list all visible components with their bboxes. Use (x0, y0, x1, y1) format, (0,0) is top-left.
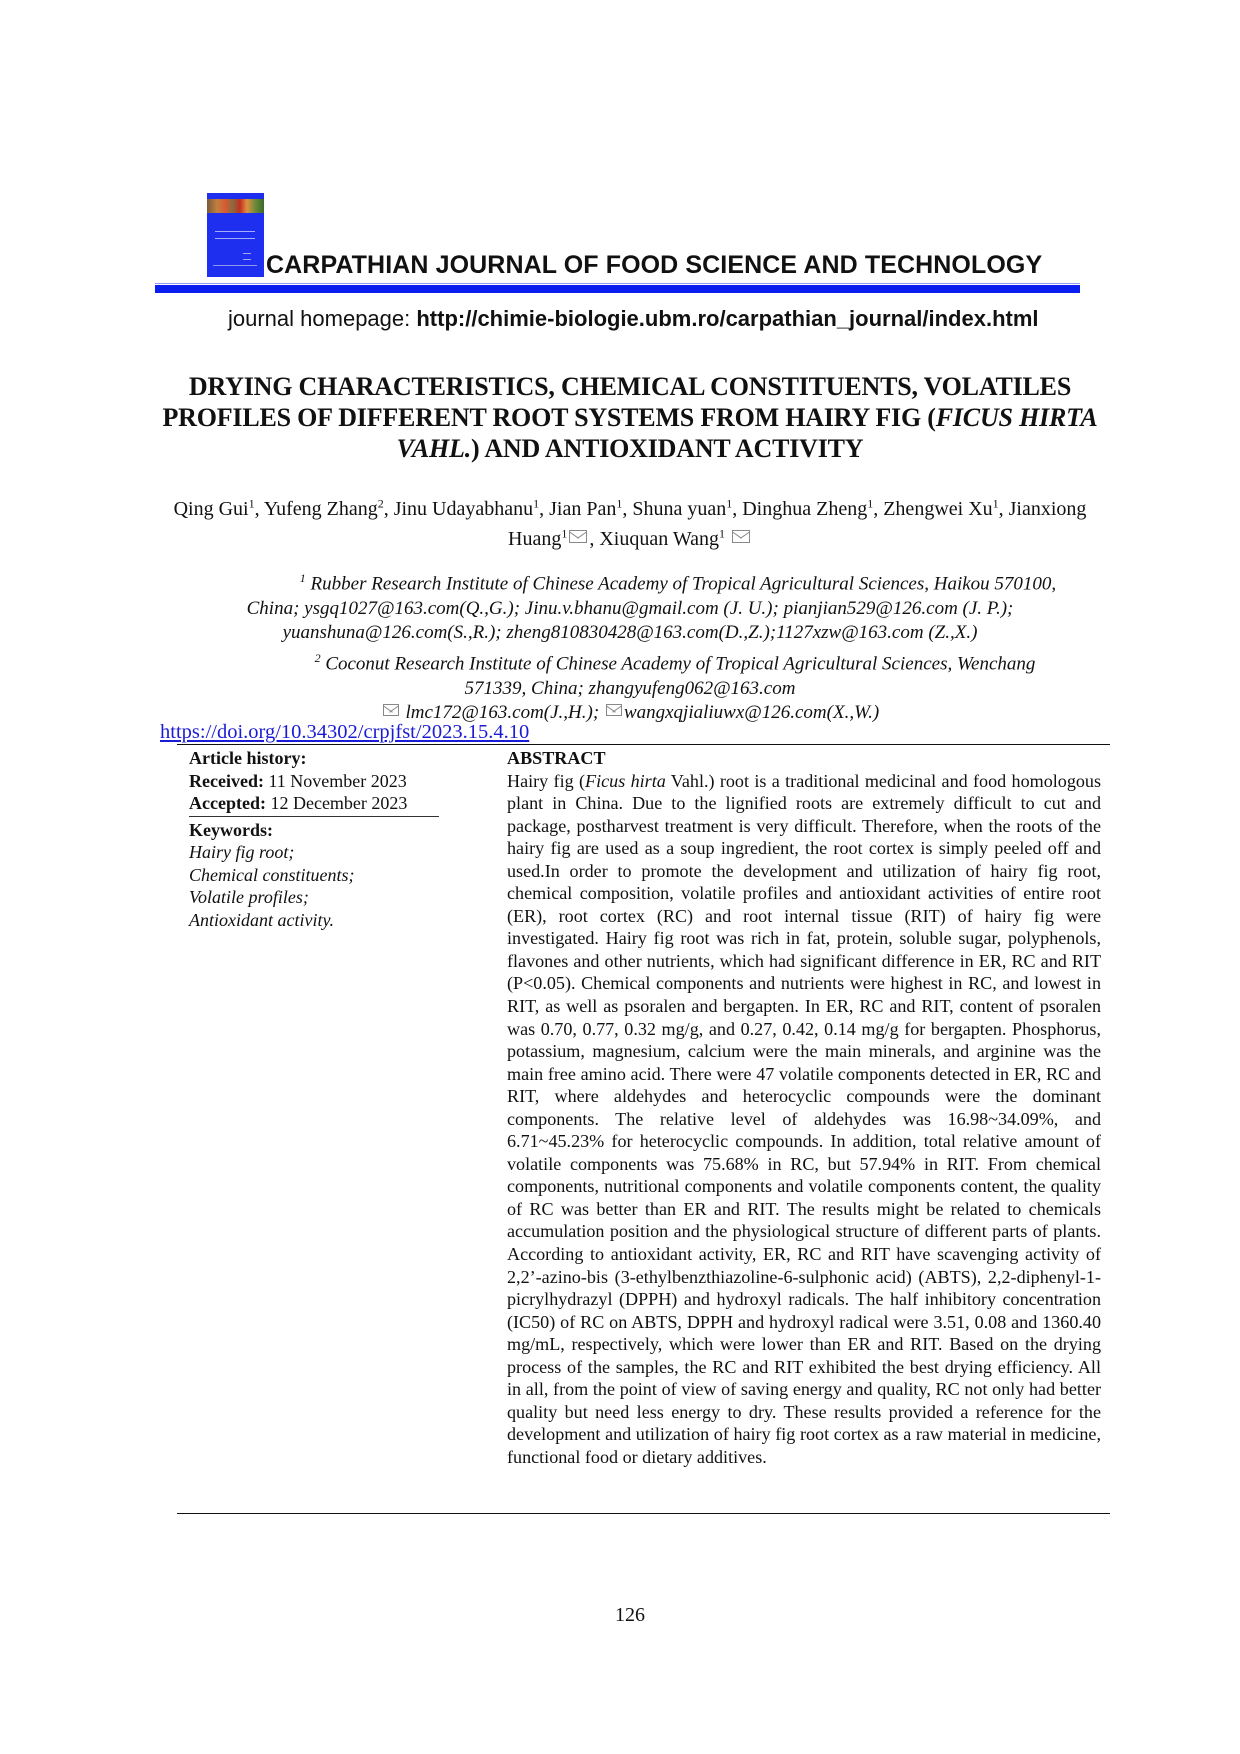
abstract-heading: ABSTRACT (507, 748, 606, 768)
received-date: Received: 11 November 2023 (189, 770, 407, 791)
author: Shuna yuan$^1$, (632, 496, 743, 520)
journal-title: CARPATHIAN JOURNAL OF FOOD SCIENCE AND TECHNOLOGY (266, 251, 1043, 279)
author-list (150, 491, 1110, 552)
page-number: 126 (615, 1604, 645, 1626)
keyword: Chemical constituents; (189, 864, 355, 885)
envelope-icon (569, 530, 587, 543)
doi-link[interactable]: https://doi.org/10.34302/crpjfst/2023.15.4.10 (160, 721, 530, 743)
affiliations (150, 566, 1110, 726)
homepage-label: journal homepage: (228, 306, 417, 331)
section-rule-top (177, 744, 1110, 745)
affiliation-1-emails-cont: yuanshuna@126.com(S.,R.); zheng810830428@163.com(D.,Z.);1127xzw@163.com (Z.,X.) (282, 622, 978, 644)
abstract-section (507, 747, 1101, 1469)
corresponding-email-2: wangxqjialiuwx@126.com(X.,W.) (623, 702, 880, 724)
keyword: Antioxidant activity. (189, 909, 334, 930)
cover-photo-strip (207, 199, 264, 213)
author: Qing Gui$^1$, (173, 496, 264, 520)
envelope-icon (732, 530, 750, 543)
keyword: Hairy fig root; (189, 842, 295, 862)
cover-footer-lines (213, 265, 257, 270)
article-history-label: Article history: (189, 748, 307, 768)
author: Jian Pan$^1$, (549, 496, 633, 520)
keyword: Volatile profiles; (189, 887, 309, 907)
title-part1: DRYING CHARACTERISTICS, CHEMICAL CONSTITUENTS, VOLATILES PROFILES OF DIFFERENT ROOT SYSTEMS FROM HAIRY FIG ( (162, 372, 1072, 432)
corresponding-email-1: lmc172@163.com(J.,H.); (400, 702, 604, 724)
affiliation-1: $^1$ Rubber Research Institute of Chinese Academy of Tropical Agricultural Sciences, Haikou 570100, (299, 571, 1057, 595)
accepted-date: Accepted: 12 December 2023 (189, 793, 408, 813)
journal-homepage (228, 306, 1039, 332)
author: Dinghua Zheng$^1$, (742, 496, 884, 520)
paper-title (150, 371, 1110, 464)
affiliation-2-email: 571339, China; zhangyufeng062@163.com (464, 677, 796, 699)
envelope-icon (606, 704, 622, 716)
envelope-icon (383, 704, 399, 716)
article-info-column (189, 747, 439, 931)
section-rule-bottom (177, 1513, 1110, 1514)
author-corresponding: Jianxiong Huang$^1$ , (508, 497, 1087, 551)
history-divider (189, 816, 439, 817)
author: Jinu Udayabhanu$^1$, (393, 496, 550, 520)
title-species: FICUS HIRTA VAHL. (396, 403, 1098, 463)
journal-cover-icon (207, 193, 264, 277)
keywords-label: Keywords: (189, 819, 273, 840)
title-part2: ) AND ANTIOXIDANT ACTIVITY (471, 434, 864, 463)
author: Yufeng Zhang$^2$, (263, 496, 394, 520)
author-corresponding: Xiuquan Wang$^1$ (599, 528, 752, 550)
cover-volume-lines (243, 253, 251, 260)
cover-title-lines (215, 231, 255, 239)
affiliation-1-emails: China; ysgq1027@163.com(Q.,G.); Jinu.v.bhanu@gmail.com (J. U.); pianjian529@126.com (J. P.); (246, 597, 1014, 619)
header-blue-rule (155, 285, 1080, 293)
affiliation-2: $^2$ Coconut Research Institute of Chinese Academy of Tropical Agricultural Sciences, Wenchang (314, 650, 1036, 675)
abstract-body: Hairy fig (Ficus hirta Vahl.) root is a traditional medicinal and food homologous plant in China. Due to the lignified roots are extremely difficult to cut and package, postharvest treatment is very difficult. Therefore, when the roots of the hairy fig are used as a soup ingredient, the root cortex is simply peeled off and used.In order to promote the development and utilization of hairy fig root, chemical composition, volatile profiles and antioxidant activities of entire root (ER), root cortex (RC) and root internal tissue (RIT) of hairy fig were investigated. Hairy fig root was rich in fat, protein, soluble sugar, polyphenols, flavones and other nutrients, which had significant difference in ER, RC and RIT (P<0.05). Chemical components and nutrients were highest in RC, and lowest in RIT, as well as psoralen and bergapten. In ER, RC and RIT, content of psoralen was 0.70, 0.77, 0.32 mg/g, and 0.27, 0.42, 0.14 mg/g for bergapten. Phosphorus, potassium, magnesium, calcium were the main minerals, and arginine was the main free amino acid. There were 47 volatile components detected in ER, RC and RIT, where aldehydes and heterocyclic compounds were the dominant components. The relative level of aldehydes was 16.98~34.09%, and 6.71~45.23% for heterocyclic compounds. In addition, total relative amount of volatile components was 75.68% in RC, but 57.94% in RIT. From chemical components, nutritional components and volatile components content, the quality of RC was better than ER and RIT. The results might be related to chemicals accumulation position and the physiological structure of different parts of plants. According to antioxidant activity, ER, RC and RIT have scavenging activity of 2,2’-azino-bis (3-ethylbenzthiazoline-6-sulphonic acid) (ABTS), 2,2-diphenyl-1-picrylhydrazyl (DPPH) and hydroxyl radicals. The half inhibitory concentration (IC50) of RC on ABTS, DPPH and hydroxyl radical were 3.51, 0.08 and 1360.40 mg/mL, respectively, which were lower than ER and RIT. Based on the drying process of the samples, the RC and RIT exhibited the best drying efficiency. All in all, from the point of view of saving energy and quality, RC not only had better quality but need less energy to dry. These results provided a reference for the development and utilization of hairy fig root cortex as a raw material in medicine, functional food or dietary additives. (507, 770, 1102, 1467)
homepage-link[interactable]: http://chimie-biologie.ubm.ro/carpathian_journal/index.html (416, 306, 1039, 331)
header-rule-shadow (155, 283, 1080, 284)
author: Zhengwei Xu$^1$, (883, 496, 1009, 520)
